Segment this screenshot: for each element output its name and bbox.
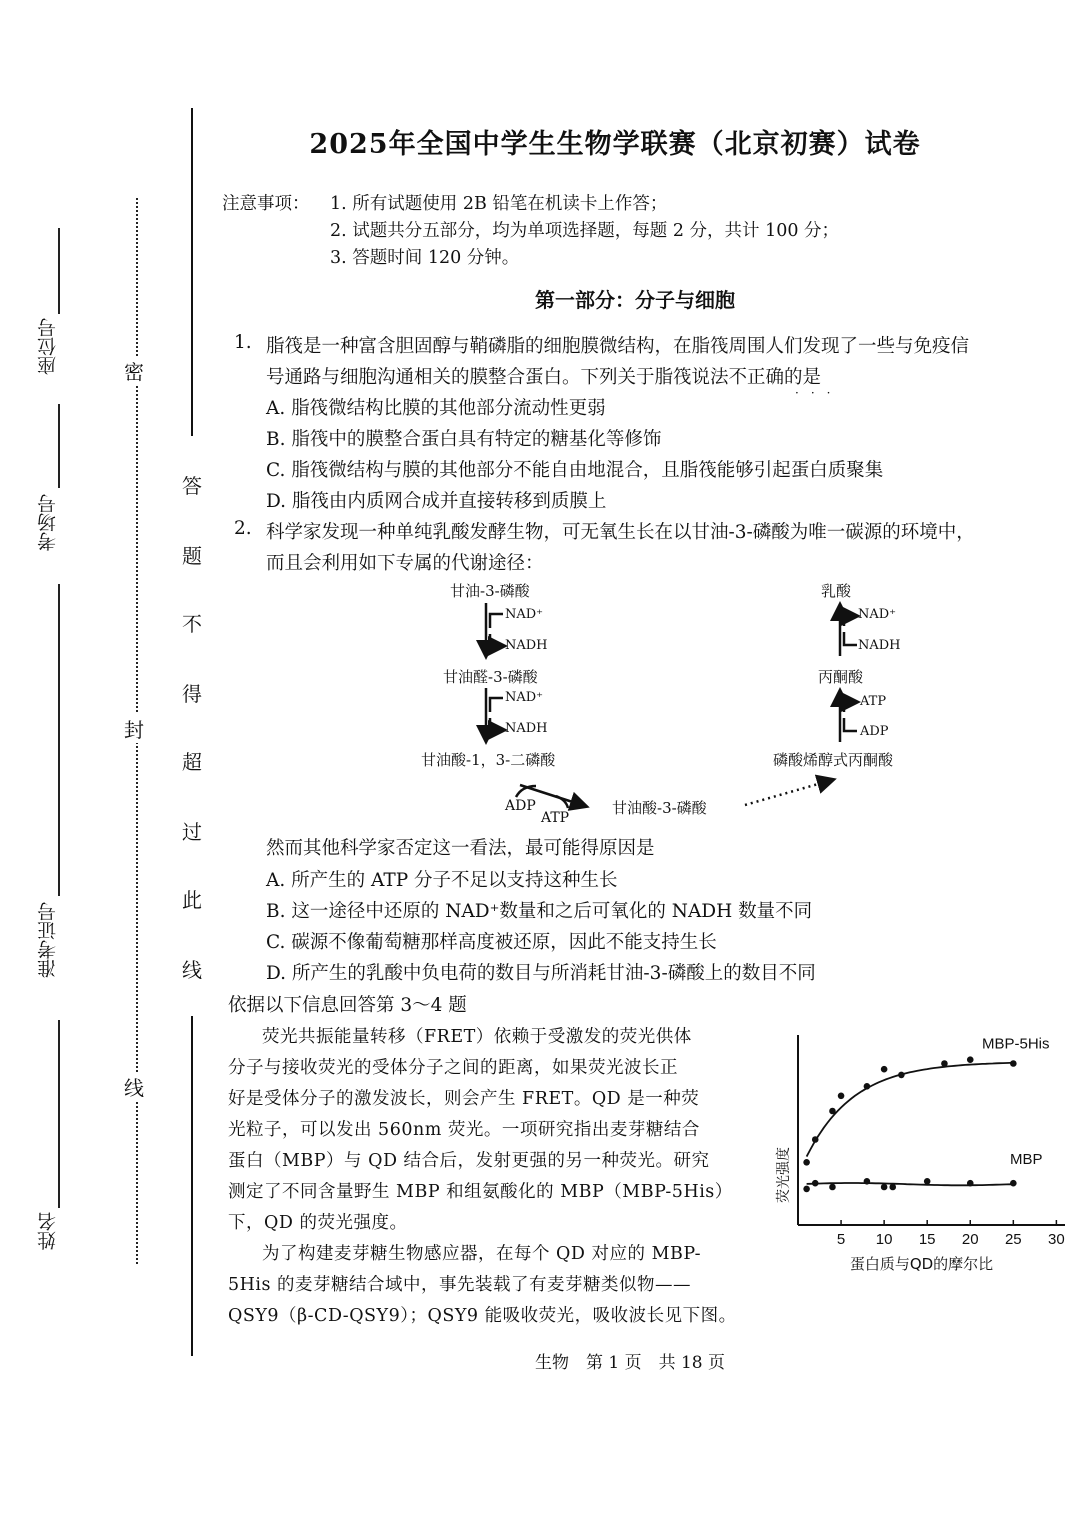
data-point-mbp <box>1010 1180 1017 1187</box>
data-point-mbp <box>812 1180 819 1187</box>
notice-item: 3. 答题时间 120 分钟。 <box>330 248 520 268</box>
metabolite-pyruvate: 丙酮酸 <box>818 668 864 686</box>
chart-axes <box>798 1035 1065 1225</box>
q1-stem-line: 号通路与细胞沟通相关的膜整合蛋白。下列关于脂筏说法不正确的是 <box>266 367 822 388</box>
cofactor-adp: ADP <box>860 724 889 739</box>
passage-line: 为了构建麦芽糖生物感应器，在每个 QD 对应的 MBP- <box>262 1244 702 1264</box>
x-axis-label: 蛋白质与QD的摩尔比 <box>849 1255 994 1273</box>
warning-char: 得 <box>182 682 202 706</box>
metabolite-glyceraldehyde-3p: 甘油醛-3-磷酸 <box>443 668 538 686</box>
seat-label: 座位号 <box>37 318 59 375</box>
notice-label: 注意事项： <box>222 194 310 214</box>
x-tick-label: 5 <box>836 1231 846 1248</box>
curve-mbp-5his <box>807 1063 1014 1157</box>
cofactor-nad: NAD⁺ <box>858 607 897 622</box>
data-point-mbp <box>889 1184 896 1191</box>
passage-line: 分子与接收荧光的受体分子之间的距离，如果荧光波长正 <box>228 1058 678 1078</box>
data-point-mbp <box>967 1180 974 1187</box>
q2-question: 然而其他科学家否定这一看法，最可能得原因是 <box>266 838 655 859</box>
cofactor-adp: ADP <box>505 798 536 814</box>
arrow-up <box>840 692 857 742</box>
cofactor-nad: NAD⁺ <box>505 690 544 705</box>
cofactor-nadh: NADH <box>858 638 901 653</box>
data-point-mbp-5his <box>898 1072 905 1079</box>
cofactor-atp: ATP <box>860 694 887 709</box>
metabolite-lactate: 乳酸 <box>821 582 852 600</box>
name-label: 姓名 <box>37 1212 59 1250</box>
x-tick-label: 25 <box>1004 1231 1022 1248</box>
arrow-atp-step <box>516 785 585 808</box>
data-point-mbp <box>881 1184 888 1191</box>
data-point-mbp <box>924 1178 931 1185</box>
passage-line: 光粒子，可以发出 560nm 荧光。一项研究指出麦芽糖结合 <box>228 1120 700 1140</box>
arrow-dotted <box>745 780 832 805</box>
notice-item: 2. 试题共分五部分，均为单项选择题，每题 2 分，共计 100 分； <box>330 221 840 241</box>
data-point-mbp-5his <box>838 1093 845 1100</box>
room-label: 考场号 <box>37 494 59 551</box>
warning-char: 超 <box>182 750 202 774</box>
passage-line: 5His 的麦芽糖结合域中，事先装载了有麦芽糖类似物—— <box>228 1275 692 1295</box>
q1-stem-line: 脂筏是一种富含胆固醇与鞘磷脂的细胞膜微结构，在脂筏周围人们发现了一些与免疫信 <box>266 336 970 357</box>
x-tick-label: 30 <box>1048 1231 1065 1248</box>
passage-line: QSY9（β-CD-QSY9）；QSY9 能吸收荧光，吸收波长见下图。 <box>228 1306 737 1326</box>
q2-option: C. 碳源不像葡萄糖那样高度被还原，因此不能支持生长 <box>266 932 717 953</box>
data-point-mbp-5his <box>1010 1060 1017 1067</box>
notice-item: 1. 所有试题使用 2B 铅笔在机读卡上作答； <box>330 194 668 214</box>
q2-option: B. 这一途径中还原的 NAD⁺数量和之后可氧化的 NADH 数量不同 <box>266 901 813 922</box>
curve-mbp <box>807 1183 1014 1185</box>
metabolite-bpg: 甘油酸-1，3-二磷酸 <box>421 751 556 769</box>
cofactor-nadh: NADH <box>505 638 548 653</box>
q1-option: B. 脂筏中的膜整合蛋白具有特定的糖基化等修饰 <box>266 429 662 450</box>
warning-char: 线 <box>182 958 202 982</box>
x-tick-label: 10 <box>875 1231 893 1248</box>
cofactor-nad: NAD⁺ <box>505 607 544 622</box>
info-heading: 依据以下信息回答第 3～4 题 <box>228 995 467 1016</box>
passage-line: 好是受体分子的激发波长，则会产生 FRET。QD 是一种荧 <box>228 1089 700 1109</box>
q1-option: C. 脂筏微结构与膜的其他部分不能自由地混合，且脂筏能够引起蛋白质聚集 <box>266 460 884 481</box>
metabolite-pep: 磷酸烯醇式丙酮酸 <box>773 751 894 769</box>
data-point-mbp-5his <box>829 1108 836 1115</box>
data-point-mbp <box>864 1178 871 1185</box>
warning-char: 题 <box>182 544 202 568</box>
metabolite-g3p: 甘油-3-磷酸 <box>450 582 530 600</box>
seal-mi: 密 <box>122 356 146 385</box>
passage-line: 测定了不同含量野生 MBP 和组氨酸化的 MBP（MBP-5His） <box>228 1182 733 1202</box>
data-point-mbp <box>829 1184 836 1191</box>
q2-stem-line: 而且会利用如下专属的代谢途径： <box>266 553 544 574</box>
chart-points <box>803 1056 1016 1192</box>
seal-feng: 封 <box>122 714 146 743</box>
cofactor-nadh: NADH <box>505 721 548 736</box>
q2-number: 2. <box>234 518 252 539</box>
metabolite-3pg: 甘油酸-3-磷酸 <box>612 799 707 817</box>
warning-char: 不 <box>182 612 202 636</box>
data-point-mbp-5his <box>812 1136 819 1143</box>
y-axis-label: 荧光强度 <box>776 1147 792 1203</box>
seal-xian: 线 <box>122 1072 146 1101</box>
arrow-down <box>486 688 503 740</box>
data-point-mbp-5his <box>941 1060 948 1067</box>
exam-title: 2025年全国中学生生物学联赛（北京初赛）试卷 <box>309 129 921 160</box>
arrow-down <box>486 603 503 655</box>
warning-char: 答 <box>182 474 202 498</box>
passage-line: 荧光共振能量转移（FRET）依赖于受激发的荧光供体 <box>262 1027 692 1047</box>
emphasis-dots: ··· <box>795 386 843 400</box>
x-tick-label: 15 <box>918 1231 936 1248</box>
ticket-label: 准考证号 <box>37 902 59 978</box>
q1-number: 1. <box>234 332 252 353</box>
series-label-mbp-5his: MBP-5His <box>982 1035 1050 1053</box>
fret-chart <box>770 1030 1070 1280</box>
data-point-mbp <box>803 1186 810 1193</box>
section-heading: 第一部分：分子与细胞 <box>535 288 735 312</box>
passage-line: 蛋白（MBP）与 QD 结合后，发射更强的另一种荧光。研究 <box>228 1151 710 1171</box>
x-tick-label: 20 <box>961 1231 979 1248</box>
series-label-mbp: MBP <box>1010 1151 1043 1169</box>
q2-stem-line: 科学家发现一种单纯乳酸发酵生物，可无氧生长在以甘油-3-磷酸为唯一碳源的环境中， <box>266 522 975 543</box>
q2-option: D. 所产生的乳酸中负电荷的数目与所消耗甘油-3-磷酸上的数目不同 <box>266 963 816 984</box>
data-point-mbp-5his <box>803 1159 810 1166</box>
chart-curves <box>807 1063 1014 1186</box>
data-point-mbp-5his <box>881 1066 888 1073</box>
warning-char: 过 <box>182 820 202 844</box>
page-footer: 生物 第 1 页 共 18 页 <box>534 1353 726 1373</box>
q1-option: D. 脂筏由内质网合成并直接转移到质膜上 <box>266 491 607 512</box>
passage-line: 下，QD 的荧光强度。 <box>228 1213 408 1233</box>
q1-option: A. 脂筏微结构比膜的其他部分流动性更弱 <box>266 398 606 419</box>
q2-option: A. 所产生的 ATP 分子不足以支持这种生长 <box>266 870 618 891</box>
arrow-up <box>840 606 857 656</box>
data-point-mbp-5his <box>967 1056 974 1063</box>
data-point-mbp-5his <box>864 1083 871 1090</box>
warning-char: 此 <box>182 888 202 912</box>
cofactor-atp: ATP <box>541 810 570 826</box>
